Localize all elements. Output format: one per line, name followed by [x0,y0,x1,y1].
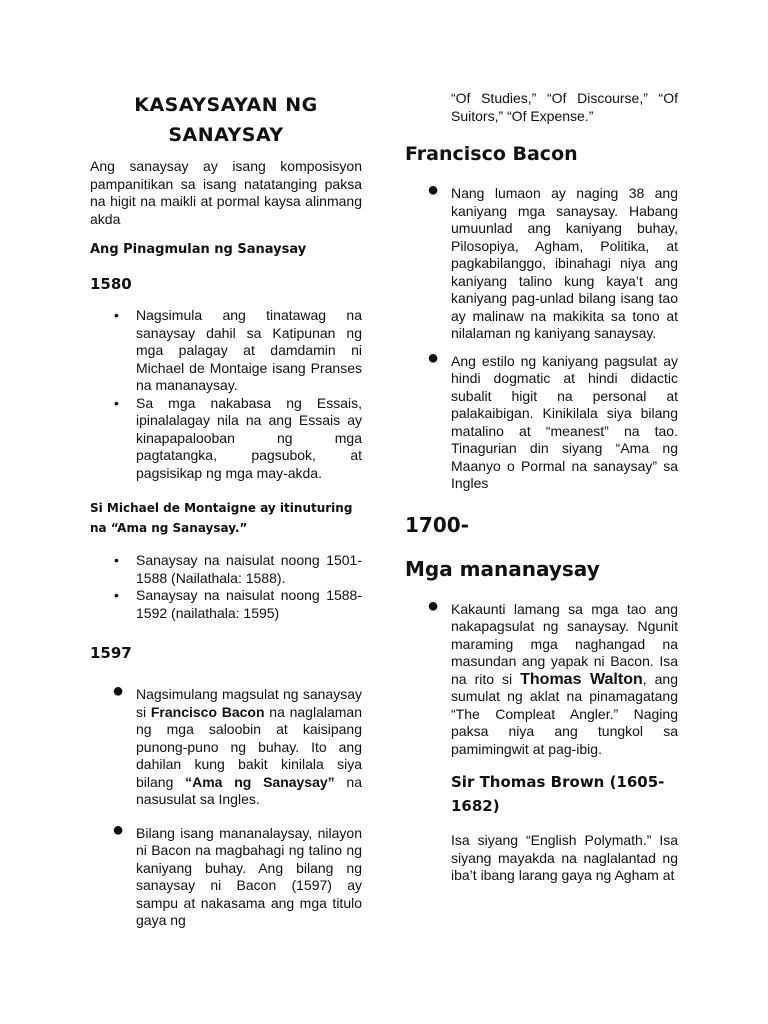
list-item [90,680,362,809]
bullet-icon: • [114,552,119,568]
bullet-icon: ● [427,346,440,369]
list-item [90,552,362,587]
bullet-icon: ● [112,818,125,841]
list-item [405,594,678,759]
list-item-text-a: Kakaunti lamang sa mga tao ang nakapagsulat ng sanaysay. Ngunit maraming mga naghangad na masundan ang yapak ni Bacon. Isa na rito si [451,600,678,687]
list-item [90,307,362,395]
bacon-name: Francisco Bacon [150,703,265,720]
thomas-walton-name: Thomas Walton [520,670,643,688]
left-column [90,90,362,930]
list-item-text-a: Nagsimulang magsulat ng sanaysay si [136,686,362,720]
bacon-heading: Francisco Bacon [405,143,578,165]
list-item [405,346,678,493]
mananaysay-heading: Mga mananaysay [405,556,600,581]
list-item-text-c: na naglalaman ng mga saloobin at kaisipang punong-puno ng buhay. Ito ang dahilan kung bakit kinilala siya bilang [136,703,362,790]
right-column [405,90,678,885]
intro-paragraph: Ang sanaysay ay isang komposisyon pampanitikan sa isang natatanging paksa na higit na maikli at pormal kaysa alinmang akda [90,158,362,227]
list-item-text: Sanaysay na naisulat noong 1588-1592 (nailathala: 1595) [136,587,362,621]
bullet-icon: • [114,587,119,603]
list-item-text: Ang estilo ng kaniyang pagsulat ay hindi dogmatic at hindi didactic subalit higit na personal at palakaibigan. Kinikilala siya bilang matalino at “meanest” na tao. Tinagurian din siyang “Ama ng Maanyo o Pormal na sanaysay” sa Ingles [451,352,678,491]
continued-titles: “Of Studies,” “Of Discourse,” “Of Suitors,” “Of Expense.” [451,90,678,124]
brown-heading: Sir Thomas Brown (1605-1682) [451,773,665,815]
origin-subheading: Ang Pinagmulan ng Sanaysay [90,242,307,257]
list-item-text-c: , ang sumulat ng aklat na pinamagatang “The Compleat Angler.” Naging paksa niya ang tungkol sa pamimingwit at pag-ibig. [451,670,678,757]
list-1580 [90,307,362,482]
bullet-icon: ● [427,179,440,201]
list-item [90,395,362,483]
list-item-text: Bilang isang mananalaysay, nilayon ni Bacon na magbahagi ng talino ng kaniyang buhay. Ang bilang ng sanaysay ni Bacon (1597) ay sampu at nakasama ang mga titulo gaya ng [136,824,362,928]
list-item-text: Nang lumaon ay naging 38 ang kaniyang mga sanaysay. Habang umuunlad ang kaniyang buhay, Pilosopiya, Agham, Politika, at pagkabilanggo, ibinahagi niya ang kaniyang talino kung kaya’t ang kaniyang pag-unlad bilang isang tao ay malinaw na makikita sa tono at nilalaman ng kaniyang sanaysay. [451,185,678,341]
list-item-text: Nagsimula ang tinatawag na sanaysay dahil sa Katipunan ng mga palagay at damdamin ni Michael de Montaige isang Pranses na mananaysay. [136,307,362,393]
list-item [405,179,678,343]
list-montaigne [90,552,362,622]
list-item [90,587,362,622]
list-item-text: Sa mga nakabasa ng Essais, ipinalalagay nila na ang Essais ay kinapapalooban ng mga pagtatangka, pagsubok, at pagsisikap ng mga may-akda. [136,394,362,481]
list-item [90,818,362,930]
list-bacon [405,179,678,493]
bullet-icon: ● [112,680,125,702]
document-title [90,90,362,150]
title-line-1: KASAYSAYAN NG [134,94,318,116]
brown-section [405,770,678,885]
ama-label: “Ama ng Sanaysay” [185,773,335,790]
list-1597 [90,680,362,930]
bullet-icon: • [114,307,119,323]
bullet-icon: • [114,394,119,411]
list-item-text-e: na nasusulat sa Ingles. [136,773,362,807]
bullet-icon: ● [427,594,440,617]
list-item-text: Sanaysay na naisulat noong 1501-1588 (Nailathala: 1588). [136,552,362,586]
montaigne-heading: Si Michael de Montaigne ay itinuturing na “Ama ng Sanaysay.” [90,501,353,535]
brown-paragraph: Isa siyang “English Polymath.” Isa siyang mayakda na naglalantad ng iba’t ibang larang gaya ng Agham at [451,832,678,883]
list-mananaysay [405,594,678,759]
title-line-2: SANAYSAY [168,124,284,146]
year-1700-heading: 1700- [405,512,469,537]
year-1597-heading: 1597 [90,644,132,662]
year-1580-heading: 1580 [90,275,132,293]
